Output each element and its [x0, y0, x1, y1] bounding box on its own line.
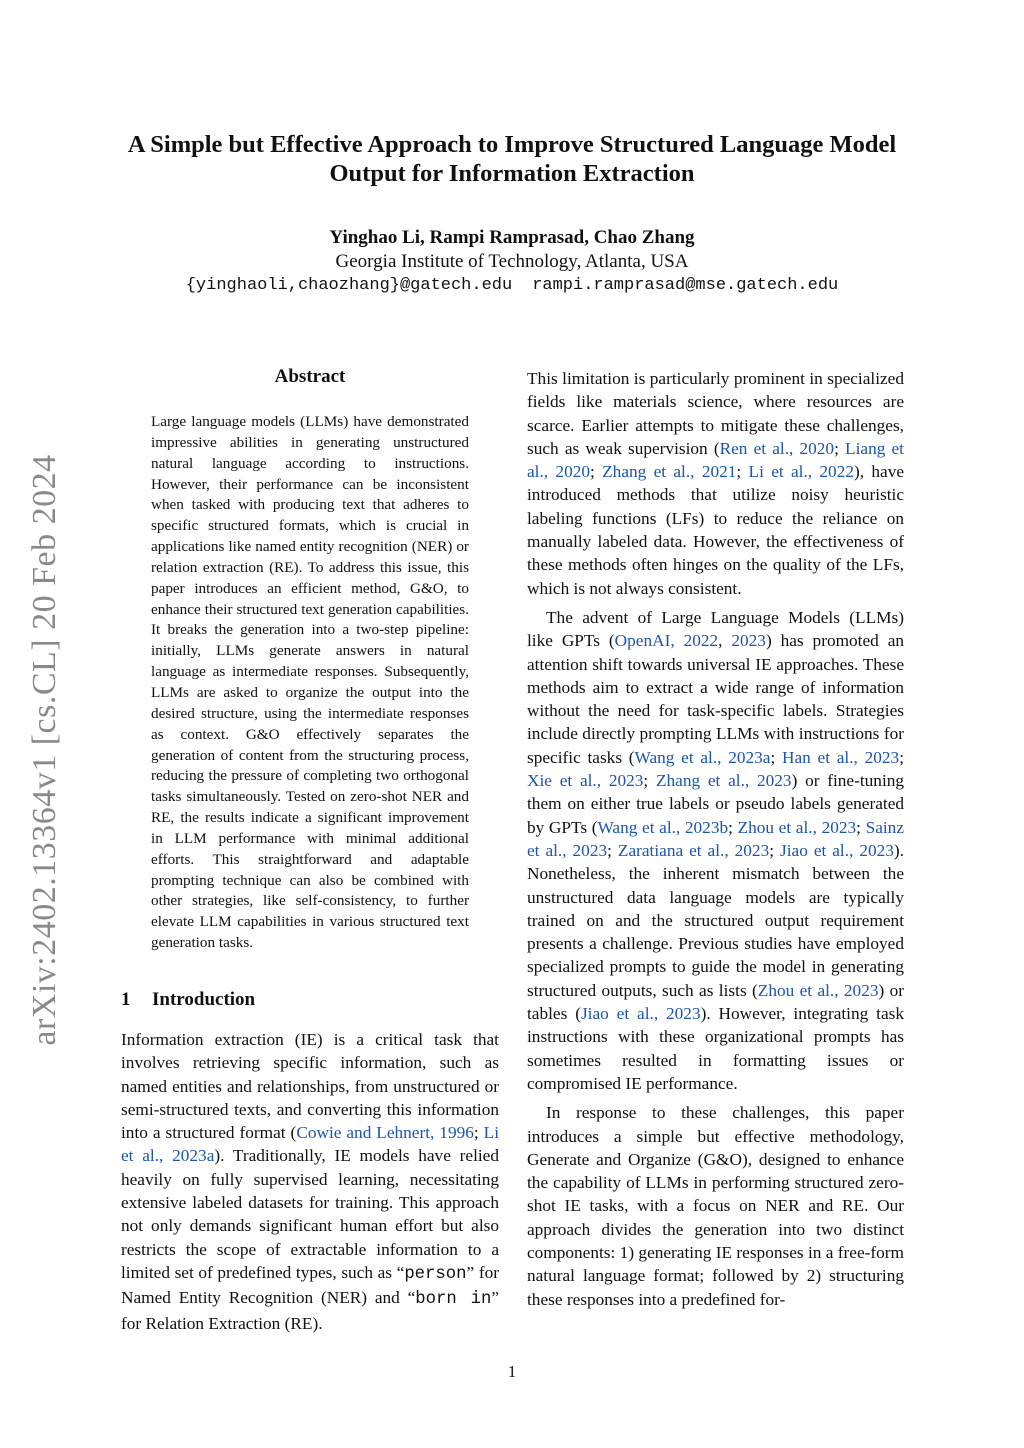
affiliation: Georgia Institute of Technology, Atlanta, USA [335, 251, 689, 272]
citation-link[interactable]: 2023 [731, 631, 766, 651]
author-emails [100, 275, 924, 297]
intro-paragraph-3: The advent of Large Language Models (LLMs) like GPTs (OpenAI, 2022, 2023) has promoted an attention shift towards universal IE approaches. These methods aim to extract a wide range of information without the need for task-specific labels. Strategies include directly prompting LLMs with instructions for specific tasks (Wang et al., 2023a; Han et al., 2023; Xie et al., 2023; Zhang et al., 2023) or fine-tuning them on either true labels or pseudo labels generated by GPTs (Wang et al., 2023b; Zhou et al., 2023; Sainz et al., 2023; Zaratiana et al., 2023; Jiao et al., 2023). Nonetheless, the inherent mismatch between the unstructured data language models are typically trained on and the structured output requirement presents a challenge. Previous studies have employed specialized prompts to guide the model in generating structured outputs, such as lists (Zhou et al., 2023) or tables (Jiao et al., 2023). However, integrating task instructions with these organizational prompts has sometimes resulted in formatting issues or compromised IE performance. [527, 607, 905, 1093]
inline-code: born in [415, 1290, 492, 1310]
citation-link[interactable]: Wang et al., 2023b [597, 817, 729, 837]
intro-paragraph-4: In response to these challenges, this paper introduces a simple but effective methodology, Generate and Organize (G&O), designed to enhance the capability of LLMs in performing structured zero-shot IE tasks, with a focus on NER and RE. Our approach divides the generation into two distinct components: 1) generating IE responses in a free-form natural language format; followed by 2) structuring these responses into a predefined for- [527, 1103, 904, 1309]
citation-link[interactable]: Cowie and Lehnert, 1996 [296, 1123, 474, 1143]
section-heading-introduction [121, 989, 255, 1011]
section-title: Introduction [152, 989, 256, 1010]
citation-link[interactable]: Zhang et al., 2023 [655, 771, 792, 791]
intro-paragraph-2: This limitation is particularly prominent in specialized fields like materials science, where resources are scarce. Earlier attempts to mitigate these challenges, such as weak supervision (Ren et al., 2020; Liang et al., 2020; Zhang et al., 2021; Li et al., 2022), have introduced methods that utilize noisy heuristic labeling functions (LFs) to reduce the reliance on manually labeled data. However, the effectiveness of these methods often hinges on the quality of the LFs, which is not always consistent. [527, 369, 905, 598]
citation-link[interactable]: Ren et al., 2020 [719, 438, 835, 458]
arxiv-identifier-stamp: arXiv:2402.13364v1 [cs.CL] 20 Feb 2024 [26, 454, 63, 1046]
citation-link[interactable]: Xie et al., 2023 [527, 771, 644, 791]
abstract-text: Large language models (LLMs) have demonstrated impressive abilities in generating unstructured natural language according to instructions. However, their performance can be inconsistent when tasked with producing text that adheres to specific structured formats, which is crucial in applications like named entity recognition (NER) or relation extraction (RE). To address this issue, this paper introduces an efficient method, G&O, to enhance their structured text generation capabilities. It breaks the generation into a two-step pipeline: initially, LLMs generate answers in natural language as intermediate responses. Subsequently, LLMs are asked to organize the output into the desired structure, using the intermediate responses as context. G&O effectively separates the generation of content from the structuring process, reducing the pressure of completing two orthogonal tasks simultaneously. Tested on zero-shot NER and RE, the results indicate a significant improvement in LLM performance with minimal additional efforts. This straightforward and adaptable prompting technique can also be combined with other strategies, like self-consistency, to further elevate LLM capabilities in various structured text generation tasks. [151, 413, 469, 952]
citation-link[interactable]: Zhang et al., 2021 [602, 462, 737, 482]
intro-paragraph-1: Information extraction (IE) is a critical task that involves retrieving specific information, such as named entities and relationships, from unstructured or semi-structured texts, and converting this information into a structured format (Cowie and Lehnert, 1996; Li et al., 2023a). Traditionally, IE models have relied heavily on fully supervised learning, necessitating extensive labeled datasets for training. This approach not only demands significant human effort but also restricts the scope of extractable information to a limited set of predefined types, such as “person” for Named Entity Recognition (NER) and “born in” for Relation Extraction (RE). [121, 1030, 499, 1333]
citation-link[interactable]: Sainz et al., 2023 [527, 817, 904, 860]
author-list: Yinghao Li, Rampi Ramprasad, Chao Zhang [329, 227, 695, 248]
citation-link[interactable]: Zaratiana et al., 2023 [617, 840, 770, 860]
citation-link[interactable]: Zhou et al., 2023 [737, 817, 857, 837]
abstract-heading: Abstract [274, 366, 346, 387]
inline-code: person [404, 1264, 467, 1284]
paper-title: A Simple but Effective Approach to Improve Structured Language Model Output for Information Extraction [127, 131, 897, 187]
citation-link[interactable]: Wang et al., 2023a [634, 747, 771, 767]
citation-link[interactable]: Zhou et al., 2023 [757, 980, 879, 1000]
right-column [527, 367, 904, 1317]
citation-link[interactable]: Liang et al., 2020 [527, 438, 904, 482]
citation-link[interactable]: Jiao et al., 2023 [780, 840, 894, 860]
citation-link[interactable]: Jiao et al., 2023 [580, 1004, 701, 1024]
page-number: 1 [507, 1362, 517, 1381]
email-ramprasad[interactable]: rampi.ramprasad@mse.gatech.edu [532, 276, 839, 295]
section-number: 1 [121, 989, 131, 1010]
citation-link[interactable]: Han et al., 2023 [782, 747, 900, 767]
citation-link[interactable]: Li et al., 2022 [748, 462, 854, 482]
email-group[interactable]: {yinghaoli,chaozhang}@gatech.edu [185, 276, 513, 295]
citation-link[interactable]: Li et al., 2023a [121, 1123, 499, 1166]
citation-link[interactable]: OpenAI, 2022 [614, 631, 719, 651]
